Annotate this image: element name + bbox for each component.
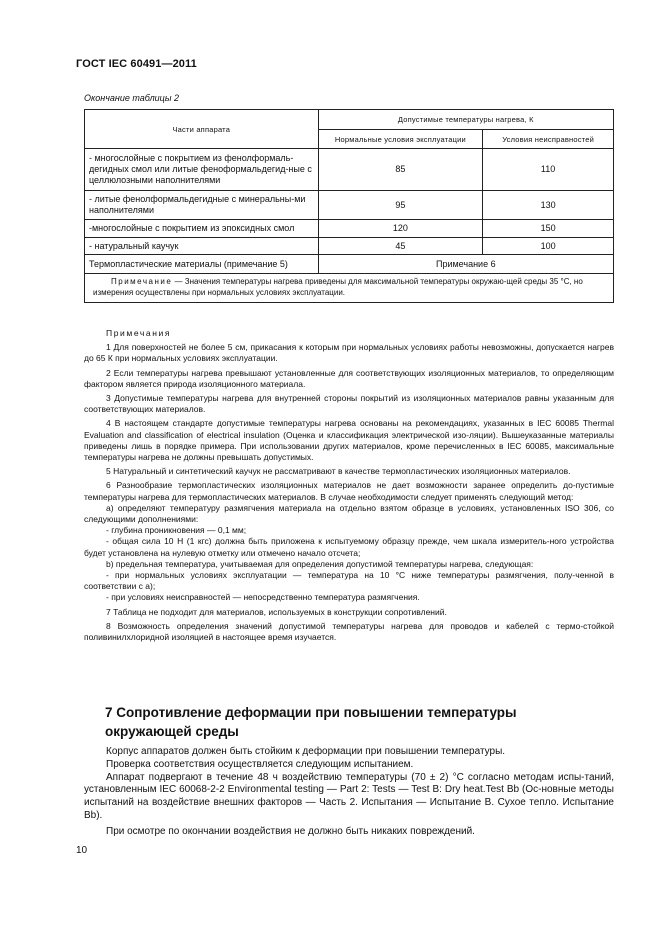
row-fault: 110	[483, 149, 614, 191]
temperature-table	[84, 109, 614, 303]
table-row	[85, 238, 614, 255]
row-fault: 130	[483, 191, 614, 220]
note-7: 7 Таблица не подходит для материалов, используемых в конструкции сопротивлений.	[106, 606, 447, 617]
header-fault-conditions: Условия неисправностей	[483, 130, 614, 149]
table-row	[85, 220, 614, 238]
row-part: - литые фенолформальдегидные с минеральны-ми наполнителями	[85, 191, 319, 220]
row-part: - натуральный каучук	[85, 238, 319, 255]
row-normal: 120	[318, 220, 483, 238]
note-6a: а) определяют температуру размягчения материала на отдельно взятом образце в условиях, установленных ISO 306, со следующими дополнениями:	[84, 502, 614, 525]
table-note-label: Примечание	[111, 277, 173, 286]
note-6b: b) предельная температура, учитываемая для определения допустимой температуры нагрева, следующая:	[106, 558, 534, 569]
body-paragraph: При осмотре по окончании воздействия не должно быть никаких повреждений.	[106, 825, 475, 837]
table-note	[85, 274, 614, 303]
table-row	[85, 149, 614, 191]
notes-title: Примечания	[106, 328, 172, 338]
header-temperatures: Допустимые температуры нагрева, К	[318, 110, 613, 130]
body-paragraph: Аппарат подвергают в течение 48 ч воздействию температуры (70 ± 2) °С согласно методам испы-таний, установленным IEC 60068-2-2 Environmental testing — Part 2: Tests — Test B: Dry heat.Test Bb (Ос-новные методы испытаний на воздействие внешних факторов — Часть 2. Испытания — Испытание В. Сухое тепло. Испытание Bb).	[84, 771, 614, 821]
row-fault: 100	[483, 238, 614, 255]
row-normal: 45	[318, 238, 483, 255]
row-fault: 150	[483, 220, 614, 238]
table-row	[85, 191, 614, 220]
section-body	[84, 746, 614, 842]
note-6: 6 Разнообразие термопластических изоляционных материалов не дает возможности заранее определить до-пустимые температуры нагрева для термопластических материалов. В случае необходимости следует применять следующий метод:	[84, 480, 614, 502]
section-title: 7 Сопротивление деформации при повышении температуры окружающей среды	[105, 705, 517, 739]
table-row-thermoplastic	[85, 255, 614, 274]
body-paragraph: Корпус аппаратов должен быть стойким к деформации при повышении температуры.	[106, 746, 506, 757]
note-6b-item: - при условиях неисправностей — непосредственно температура размягчения.	[106, 592, 420, 603]
thermo-part: Термопластические материалы (примечание 5)	[85, 255, 319, 274]
page-number: 10	[76, 845, 88, 856]
row-normal: 85	[318, 149, 483, 191]
body-paragraph: Проверка соответствия осуществляется следующим испытанием.	[106, 758, 414, 770]
thermo-value: Примечание 6	[318, 255, 613, 274]
document-header: ГОСТ IEC 60491—2011	[76, 58, 197, 70]
row-part: - многослойные с покрытием из фенолформаль-дегидных смол или литые феноформальдегид-ные с целлюлозными наполнителями	[85, 149, 319, 191]
header-parts: Части аппарата	[85, 110, 319, 149]
note-6a-item: - общая сила 10 Н (1 кгс) должна быть приложена к испытуемому образцу прежде, чем шкала измеритель-ного устройства будет установлена на нулевую отметку или отмечено начало отсчета;	[84, 536, 614, 558]
row-part: -многослойные с покрытием из эпоксидных смол	[85, 220, 319, 238]
note-2: 2 Если температуры нагрева превышают установленные для соответствующих изоляционных материалов, то определяющим фактором является природа изоляционного материала.	[84, 367, 614, 389]
notes-block	[84, 328, 614, 646]
header-normal-conditions: Нормальные условия эксплуатации	[318, 130, 483, 149]
note-6b-item: - при нормальных условиях эксплуатации — температура на 10 °С ниже температуры размягчения, полу-ченной в соответствии с а);	[84, 570, 614, 592]
note-5: 5 Натуральный и синтетический каучук не рассматривают в качестве термопластических изоляционных материалов.	[106, 466, 571, 477]
note-3: 3 Допустимые температуры нагрева для внутренней стороны покрытий из изоляционных материалов равны указанным для соответствующих материалов.	[84, 393, 614, 415]
note-8: 8 Возможность определения значений допустимой температуры нагрева для проводов и кабелей с термо-стойкой поливинилхлоридной изоляцией в настоящее время изучается.	[84, 620, 614, 643]
note-1: 1 Для поверхностей не более 5 см, прикасания к которым при нормальных условиях работы невозможны, допускается нагрев до 65 К при нормальных условиях эксплуатации.	[84, 342, 614, 364]
row-normal: 95	[318, 191, 483, 220]
table-caption: Окончание таблицы 2	[84, 93, 179, 103]
note-6a-item: - глубина проникновения — 0,1 мм;	[106, 525, 247, 536]
note-4: 4 В настоящем стандарте допустимые температуры нагрева основаны на рекомендациях, указанных в IEC 60085 Thermal Evaluation and classification of electrical insulation (Оценка и классификация электрической изо-ляции). Вышеуказанные материалы приведены лишь в порядке примера. При использовании других материалов, кроме перечисленных в IEC 60085, максимальные температуры нагрева не должны превышать допустимых.	[84, 418, 614, 463]
table-note-text: — Значения температуры нагрева приведены для максимальной температуры окружаю-щей среды 35 °С, но измерения осуществлены при нормальных условиях эксплуатации.	[93, 277, 583, 297]
